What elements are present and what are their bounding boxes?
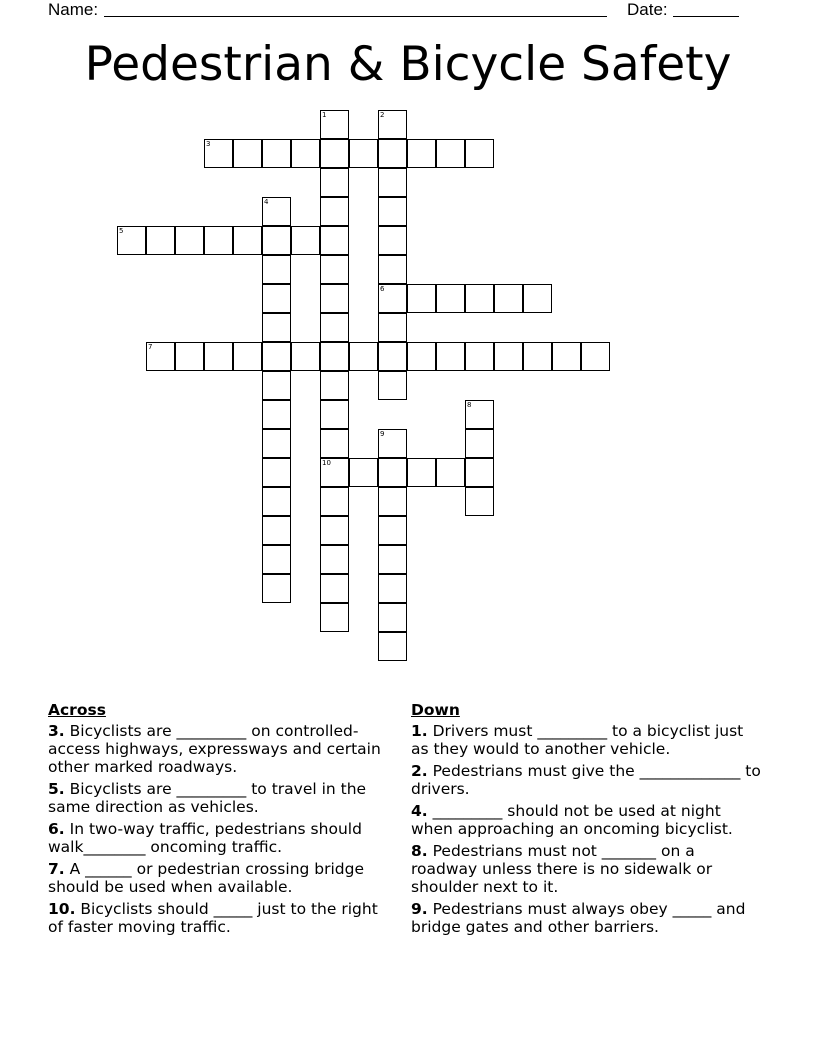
clue-down-4: 4. _________ should not be used at night when approaching an oncoming bicyclist. [411,802,733,838]
grid-cell[interactable] [378,255,407,284]
grid-cell[interactable] [320,400,349,429]
grid-cell[interactable] [291,139,320,168]
grid-cell[interactable] [320,284,349,313]
grid-cell[interactable] [378,429,407,458]
grid-cell[interactable] [378,139,407,168]
clue-across-3: 3. Bicyclists are _________ on controlled-access highways, expressways and certain other marked roadways. [48,722,381,776]
grid-cell[interactable] [262,545,291,574]
grid-cell[interactable] [552,342,581,371]
grid-cell[interactable] [378,197,407,226]
grid-cell[interactable] [291,342,320,371]
grid-cell[interactable] [581,342,610,371]
grid-cell[interactable] [262,371,291,400]
date-label: Date: [627,0,668,19]
grid-cell[interactable] [378,110,407,139]
grid-cell[interactable] [494,342,523,371]
clue-number: 1 [322,111,327,119]
grid-cell[interactable] [320,168,349,197]
grid-cell[interactable] [523,342,552,371]
clue-number: 10 [322,459,331,467]
across-clues [48,701,393,940]
grid-cell[interactable] [262,458,291,487]
grid-cell[interactable] [378,516,407,545]
grid-cell[interactable] [349,139,378,168]
grid-cell[interactable] [378,574,407,603]
grid-cell[interactable] [262,226,291,255]
grid-cell[interactable] [204,342,233,371]
grid-cell[interactable] [407,284,436,313]
grid-cell[interactable] [465,429,494,458]
grid-cell[interactable] [320,226,349,255]
grid-cell[interactable] [436,284,465,313]
grid-cell[interactable] [465,139,494,168]
grid-cell[interactable] [436,458,465,487]
grid-cell[interactable] [378,284,407,313]
grid-cell[interactable] [262,255,291,284]
page-title: Pedestrian & Bicycle Safety [84,37,732,92]
clue-number: 4 [264,198,269,206]
grid-cell[interactable] [378,371,407,400]
grid-cell[interactable] [262,487,291,516]
name-label: Name: [48,0,99,19]
grid-cell[interactable] [175,342,204,371]
grid-cell[interactable] [407,458,436,487]
clue-across-10: 10. Bicyclists should _____ just to the right of faster moving traffic. [48,900,378,936]
grid-cell[interactable] [262,574,291,603]
grid-cell[interactable] [378,603,407,632]
grid-cell[interactable] [378,487,407,516]
grid-cell[interactable] [204,226,233,255]
grid-cell[interactable] [349,342,378,371]
grid-cell[interactable] [465,284,494,313]
grid-cell[interactable] [465,458,494,487]
grid-cell[interactable] [465,400,494,429]
grid-cell[interactable] [233,139,262,168]
grid-cell[interactable] [436,342,465,371]
grid-cell[interactable] [262,429,291,458]
grid-cell[interactable] [262,313,291,342]
grid-cell[interactable] [262,197,291,226]
grid-cell[interactable] [262,516,291,545]
grid-cell[interactable] [407,342,436,371]
grid-cell[interactable] [407,139,436,168]
grid-cell[interactable] [378,226,407,255]
grid-cell[interactable] [146,226,175,255]
grid-cell[interactable] [320,342,349,371]
grid-cell[interactable] [378,632,407,661]
grid-cell[interactable] [320,458,349,487]
clue-number: 6 [380,285,385,293]
clue-down-9: 9. Pedestrians must always obey _____ and bridge gates and other barriers. [411,900,746,936]
across-heading: Across [48,701,106,719]
clue-across-7: 7. A ______ or pedestrian crossing bridge should be used when available. [48,860,365,896]
grid-cell[interactable] [320,429,349,458]
grid-cell[interactable] [320,255,349,284]
grid-cell[interactable] [291,226,320,255]
grid-cell[interactable] [320,197,349,226]
grid-cell[interactable] [320,110,349,139]
grid-cell[interactable] [204,139,233,168]
clue-number: 8 [467,401,472,409]
grid-cell[interactable] [320,139,349,168]
grid-cell[interactable] [465,487,494,516]
clue-down-2: 2. Pedestrians must give the _____________ to drivers. [411,762,761,798]
grid-cell[interactable] [262,400,291,429]
grid-cell[interactable] [233,226,262,255]
clue-number: 9 [380,430,385,438]
grid-cell[interactable] [320,313,349,342]
clue-across-5: 5. Bicyclists are _________ to travel in the same direction as vehicles. [48,780,367,816]
clue-across-6: 6. In two-way traffic, pedestrians should walk________ oncoming traffic. [48,820,362,856]
grid-cell[interactable] [349,458,378,487]
grid-cell[interactable] [378,458,407,487]
grid-cell[interactable] [378,342,407,371]
grid-cell[interactable] [320,574,349,603]
grid-cell[interactable] [378,545,407,574]
grid-cell[interactable] [175,226,204,255]
grid-cell[interactable] [320,516,349,545]
grid-cell[interactable] [117,226,146,255]
grid-cell[interactable] [465,342,494,371]
grid-cell[interactable] [262,139,291,168]
grid-cell[interactable] [320,545,349,574]
grid-cell[interactable] [378,313,407,342]
down-heading: Down [411,701,460,719]
clue-number: 7 [148,343,153,351]
down-clues [411,701,761,940]
clue-down-8: 8. Pedestrians must not _______ on a roadway unless there is no sidewalk or shoulder next to it. [411,842,713,896]
grid-cell[interactable] [233,342,262,371]
grid-cell[interactable] [523,284,552,313]
grid-cell[interactable] [494,284,523,313]
clue-down-1: 1. Drivers must _________ to a bicyclist just as they would to another vehicle. [411,722,744,758]
grid-cell[interactable] [262,284,291,313]
grid-cell[interactable] [320,603,349,632]
grid-cell[interactable] [320,371,349,400]
grid-cell[interactable] [436,139,465,168]
grid-cell[interactable] [320,487,349,516]
grid-cell[interactable] [146,342,175,371]
clue-number: 3 [206,140,211,148]
grid-cell[interactable] [378,168,407,197]
clue-number: 2 [380,111,385,119]
grid-cell[interactable] [262,342,291,371]
clue-number: 5 [119,227,124,235]
